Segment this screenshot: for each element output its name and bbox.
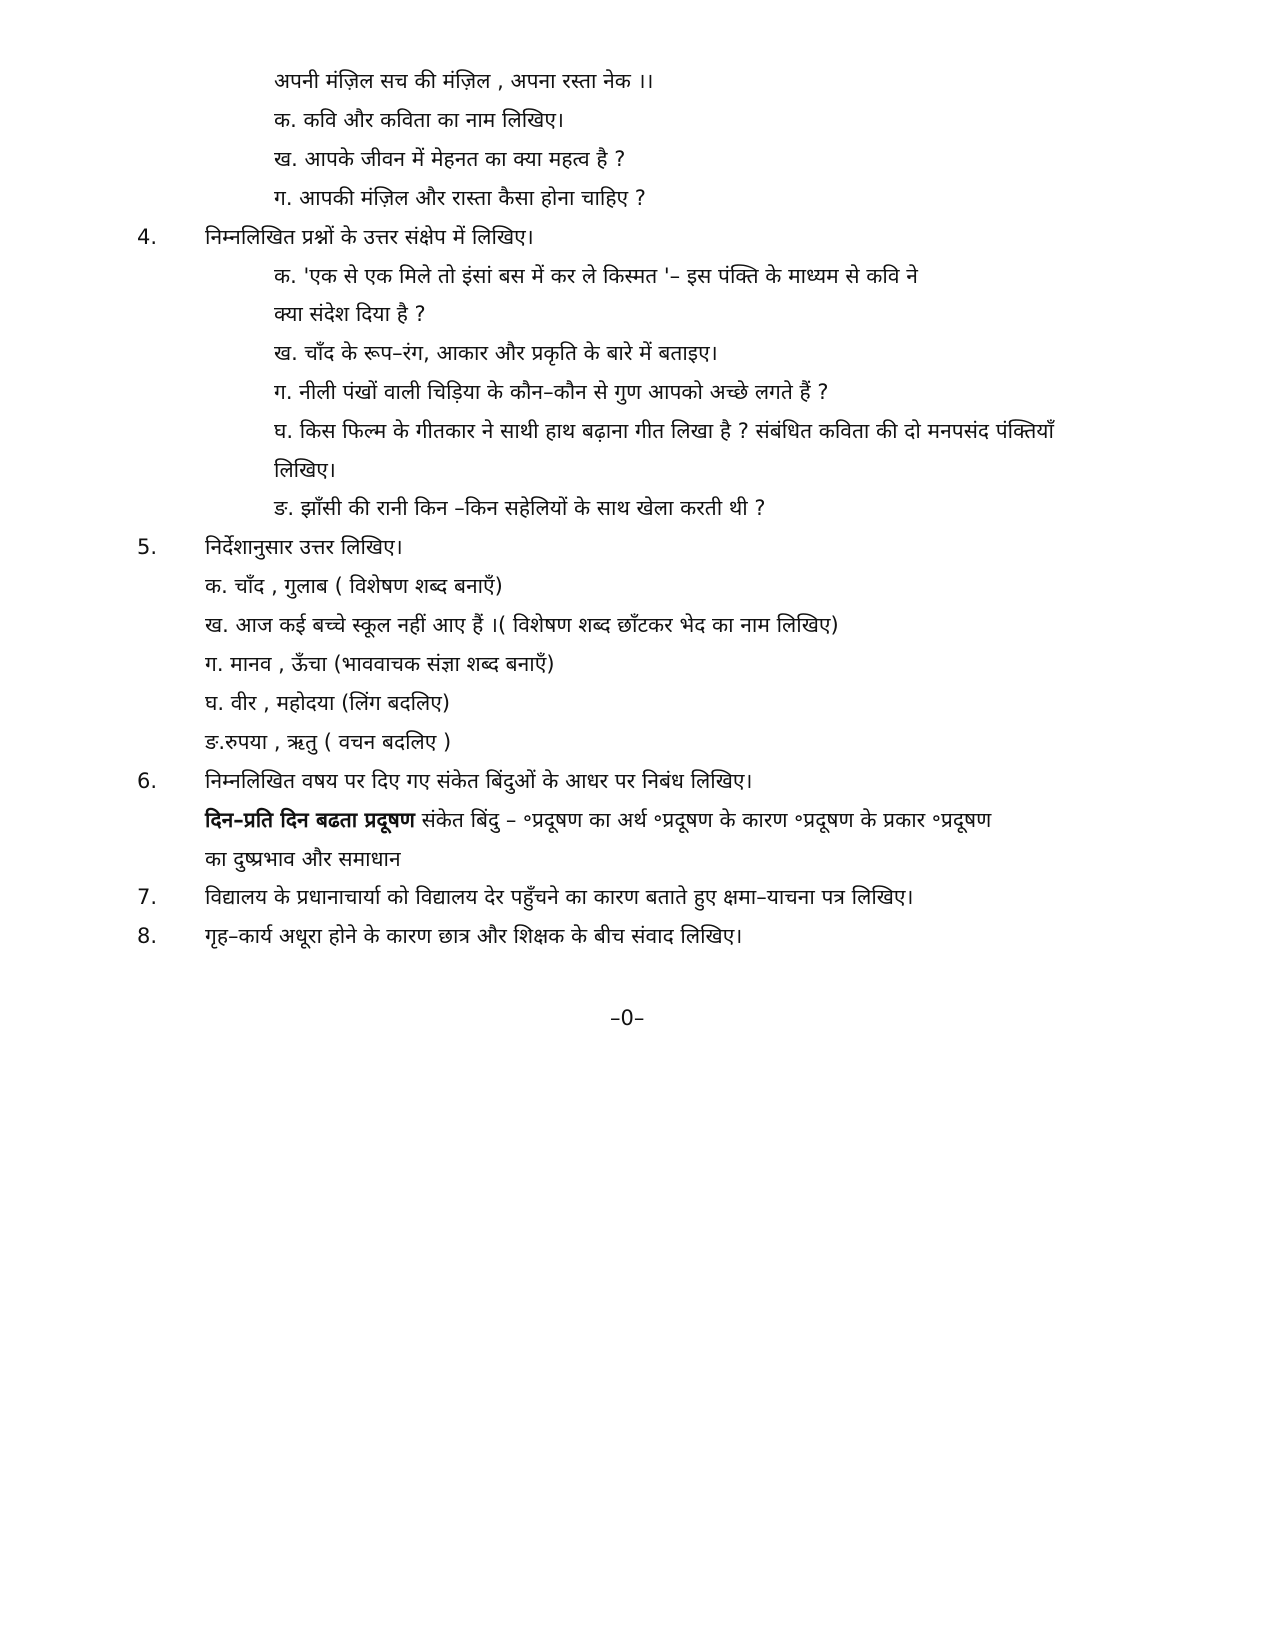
question-3c: ग. आपकी मंज़िल और रास्ता कैसा होना चाहिए ? [274,186,646,210]
question-6-topic-row [205,806,991,834]
question-8-text: गृह–कार्य अधूरा होने के कारण छात्र और शिक्षक के बीच संवाद लिखिए। [205,924,743,948]
question-5-number: 5. [137,535,158,559]
essay-hints: संकेत बिंदु – ॰प्रदूषण का अर्थ ॰प्रदूषण के कारण ॰प्रदूषण के प्रकार ॰प्रदूषण [414,808,992,832]
question-3b: ख. आपके जीवन में मेहनत का क्या महत्व है ? [274,147,626,171]
question-4d-line1: घ. किस फिल्म के गीतकार ने साथी हाथ बढ़ाना गीत लिखा है ? संबंधित कविता की दो मनपसंद पंक्तियाँ [274,419,1054,443]
essay-topic: दिन–प्रति दिन बढता प्रदूषण [205,808,415,832]
question-4-heading: निम्नलिखित प्रश्नों के उत्तर संक्षेप में लिखिए। [205,225,534,249]
question-7-number: 7. [137,885,158,909]
question-5a: क. चाँद , गुलाब ( विशेषण शब्द बनाएँ) [205,574,503,598]
question-5-heading: निर्देशानुसार उत्तर लिखिए। [205,535,403,559]
essay-hints-line2: का दुष्प्रभाव और समाधान [205,847,401,871]
question-5b: ख. आज कई बच्चे स्कूल नहीं आए हैं ।( विशेषण शब्द छाँटकर भेद का नाम लिखिए) [205,613,839,637]
question-5c: ग. मानव , ऊँचा (भाववाचक संज्ञा शब्द बनाएँ) [205,652,555,676]
question-8-number: 8. [137,924,158,948]
question-5e: ङ.रुपया , ऋतु ( वचन बदलिए ) [205,730,452,754]
question-4b: ख. चाँद के रूप–रंग, आकार और प्रकृति के बारे में बताइए। [274,341,718,365]
question-5d: घ. वीर , महोदया (लिंग बदलिए) [205,691,451,715]
question-4d-line2: लिखिए। [274,458,336,482]
poem-line: अपनी मंज़िल सच की मंज़िल , अपना रस्ता नेक ।। [274,69,654,93]
question-4c: ग. नीली पंखों वाली चिड़िया के कौन–कौन से गुण आपको अच्छे लगते हैं ? [274,380,829,404]
question-4a-line2: क्या संदेश दिया है ? [274,302,426,326]
question-6-number: 6. [137,769,158,793]
question-4e: ङ. झाँसी की रानी किन –किन सहेलियों के साथ खेला करती थी ? [274,496,766,520]
question-3a: क. कवि और कविता का नाम लिखिए। [274,108,564,132]
page-end-mark: –0– [610,1006,645,1030]
question-4-number: 4. [137,225,158,249]
question-6-heading: निम्नलिखित वषय पर दिए गए संकेत बिंदुओं के आधर पर निबंध लिखिए। [205,769,753,793]
question-4a-line1: क. 'एक से एक मिले तो इंसां बस में कर ले किस्मत '– इस पंक्ति के माध्यम से कवि ने [274,264,918,288]
question-7-text: विद्यालय के प्रधानाचार्या को विद्यालय देर पहुँचने का कारण बताते हुए क्षमा–याचना पत्र लिखिए। [205,885,914,909]
